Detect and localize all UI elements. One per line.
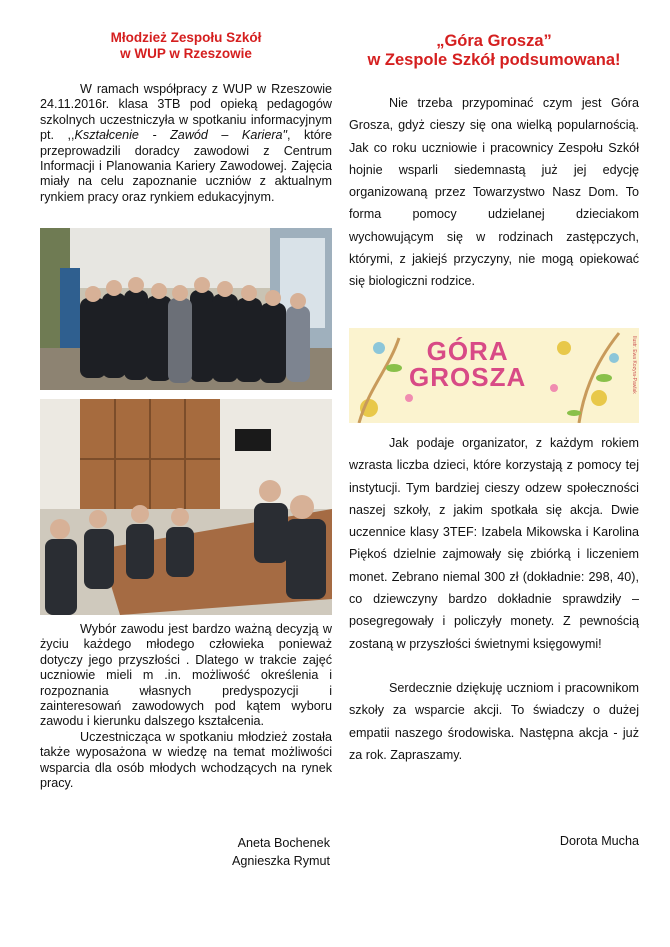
left-para2: Wybór zawodu jest bardzo ważną decyzją w życiu każdego młodego człowieka ponieważ dotyczy jego przyszłości . Dlatego w trakcie zajęć uczniowie mieli m .in. możliwość określenia i rozpoznania własnych predyspozycji i zainteresowań zawodowych pod kątem wyboru zawodu i kierunku dalszego kształcenia. [40,622,332,729]
left-intro-italic: Kształcenie - Zawód – Kariera" [74,128,287,143]
left-author1: Aneta Bochenek [237,836,330,850]
left-intro [40,82,332,205]
left-intro-pre: W ramach współpracy z WUP w Rzeszowie 24.11.2016r. klasa 3TB pod opieką pedagogów szkolnych uczestniczyła w spotkaniu informacyjnym pt. ,, [40,82,332,143]
right-signature [349,832,639,850]
left-article-title [40,30,332,62]
right-para1: Nie trzeba przypominać czym jest Góra Grosza, gdyż cieszy się ona wielką popularnością. Jak co roku uczniowie i pracownicy Zespołu Szkół hojnie wsparli siedemnastą już jej edycję organizowaną przez Towarzystwo Nasz Dom. To forma pomocy udzielanej dzieciakom wychowującym się w rodzinach zastępczych, którymi, z jakiejś przyczyny, nie mogą opiekować się biologiczni rodzice. [349,96,639,289]
banner-credit: Ilustr. Ewa Kozyra-Pawlak [631,336,637,394]
right-para2: Jak podaje organizator, z każdym rokiem wzrasta liczba dzieci, które korzystają z pomocy tej instytucji. Tym bardziej cieszy odzew społeczności naszej szkoły, z jakim spotkała się akcja. Dwie uczennice klasy 3TEF: Izabela Mikowska i Karolina Piękoś dzielnie zajmowały się zbiórką i liczeniem monet. Zebrano niemal 300 zł (dokładnie: 298, 40), co dziewczyny bardzo dokładnie sprawdziły – posegregowały i policzyły monety. Z pewnością zostaną w przyszłości świetnymi księgowymi! [349,436,639,651]
right-author: Dorota Mucha [559,834,639,848]
banner-line2: GROSZA [409,362,527,392]
banner-line1: GÓRA [426,336,509,366]
left-body [40,622,332,791]
left-title-line2: w WUP w Rzeszowie [120,46,252,61]
classroom-photo [40,399,332,615]
right-article-title [349,32,639,70]
left-intro-post: , które przeprowadzili doradcy zawodowi z Centrum Informacji i Planowania Kariery Zawodowej. Zajęcia miały na celu zapoznanie uczniów z aktualnym rynkiem pracy oraz rynkiem edukacyjnym. [40,128,333,204]
right-title-line1: „Góra Grosza” [436,32,552,50]
gora-grosza-banner [349,328,639,423]
right-para3: Serdecznie dziękuję uczniom i pracownikom szkoły za wsparcie akcji. To świadczy o dużej empatii naszego środowiska. Następna akcja - już za rok. Zapraszamy. [349,680,639,762]
left-signature [40,834,330,870]
right-intro [349,92,639,293]
banner-logo [409,338,526,390]
right-title-line2: w Zespole Szkół podsumowana! [367,51,621,69]
right-body [349,432,639,766]
group-photo [40,228,332,390]
left-title-line1: Młodzież Zespołu Szkół [110,30,262,45]
left-para3: Uczestnicząca w spotkaniu młodzież została także wyposażona w wiedzę na temat możliwości wsparcia dla osób młodych wchodzących na rynek pracy. [40,729,332,791]
left-author2: Agnieszka Rymut [232,854,330,868]
